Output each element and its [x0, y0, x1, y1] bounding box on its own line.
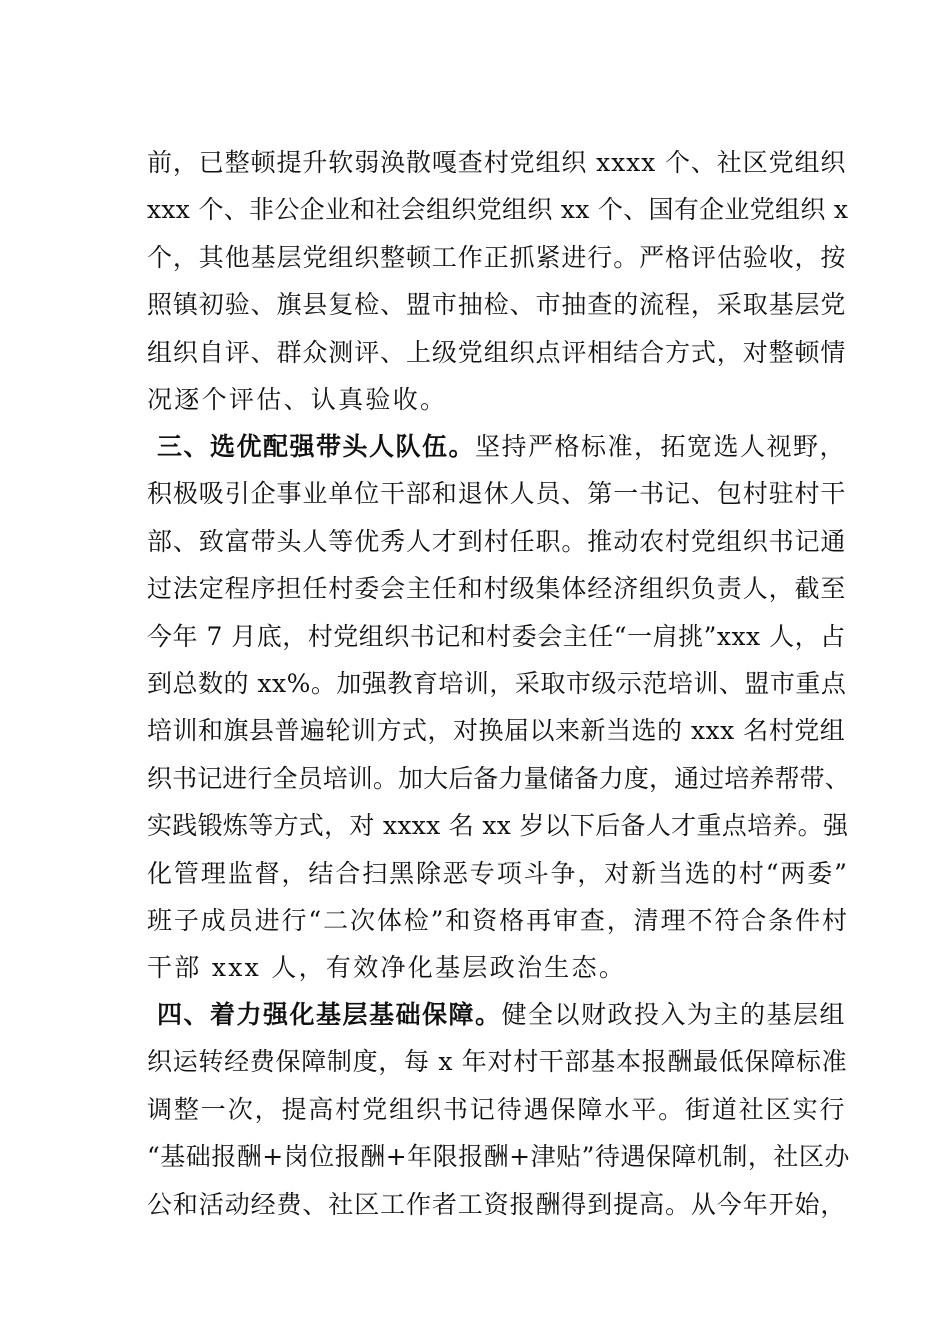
- paragraph-2-line-7: 培训和旗县普遍轮训方式，对换届以来新当选的 xxx 名村党组: [147, 716, 846, 745]
- paragraph-3-line-5: 公和活动经费、社区工作者工资报酬得到提高。从今年开始，: [147, 1190, 847, 1219]
- paragraph-2-line-6: 到总数的 xx%。加强教育培训，采取市级示范培训、盟市重点: [147, 669, 847, 698]
- paragraph-1-line-2: xxx 个、非公企业和社会组织党组织 xx 个、国有企业党组织 x: [147, 195, 849, 224]
- section-heading-3: 三、选优配强带头人队伍。: [157, 432, 476, 461]
- paragraph-2-line-3: 部、致富带头人等优秀人才到村任职。推动农村党组织书记通: [147, 527, 847, 556]
- paragraph-2-line-4: 过法定程序担任村委会主任和村级集体经济组织负责人，截至: [147, 574, 847, 603]
- paragraph-1-line-1: 前，已整顿提升软弱涣散嘎查村党组织 xxxx 个、社区党组织: [147, 148, 847, 177]
- paragraph-2-line-12: 干部 xxx 人，有效净化基层政治生态。: [147, 953, 627, 982]
- paragraph-3-line-4: “基础报酬+岗位报酬+年限报酬+津贴”待遇保障机制，社区办: [147, 1142, 850, 1171]
- paragraph-1-line-3: 个，其他基层党组织整顿工作正抓紧进行。严格评估验收，按: [147, 243, 847, 272]
- paragraph-2-line-11: 班子成员进行“二次体检”和资格再审查，清理不符合条件村: [147, 906, 849, 935]
- section-heading-4: 四、着力强化基层基础保障。: [157, 1000, 502, 1029]
- paragraph-3-line-2: 织运转经费保障制度，每 x 年对村干部基本报酬最低保障标准: [147, 1047, 848, 1076]
- paragraph-1-line-5: 组织自评、群众测评、上级党组织点评相结合方式，对整顿情: [147, 338, 847, 367]
- paragraph-2-first-line-text: 坚持严格标准，拓宽选人视野，: [475, 432, 847, 461]
- paragraph-2-line-10: 化管理监督，结合扫黑除恶专项斗争，对新当选的村“两委”: [147, 859, 849, 888]
- paragraph-3-first-line-text: 健全以财政投入为主的基层组: [501, 1000, 847, 1029]
- paragraph-3-first-line: [157, 997, 847, 1033]
- paragraph-2-line-5: 今年 7 月底，村党组织书记和村委会主任“一肩挑”xxx 人，占: [147, 622, 846, 651]
- paragraph-1-line-4: 照镇初验、旗县复检、盟市抽检、市抽查的流程，采取基层党: [147, 290, 847, 319]
- paragraph-2-first-line: [157, 429, 847, 465]
- paragraph-3-line-3: 调整一次，提高村党组织书记待遇保障水平。街道社区实行: [147, 1095, 847, 1124]
- paragraph-2-line-9: 实践锻炼等方式，对 xxxx 名 xx 岁以下后备人才重点培养。强: [147, 811, 849, 840]
- paragraph-1-line-6: 况逐个评估、认真验收。: [147, 385, 448, 414]
- paragraph-2-line-2: 积极吸引企事业单位干部和退休人员、第一书记、包村驻村干: [147, 479, 847, 508]
- paragraph-2-line-8: 织书记进行全员培训。加大后备力量储备力度，通过培养帮带、: [147, 764, 850, 793]
